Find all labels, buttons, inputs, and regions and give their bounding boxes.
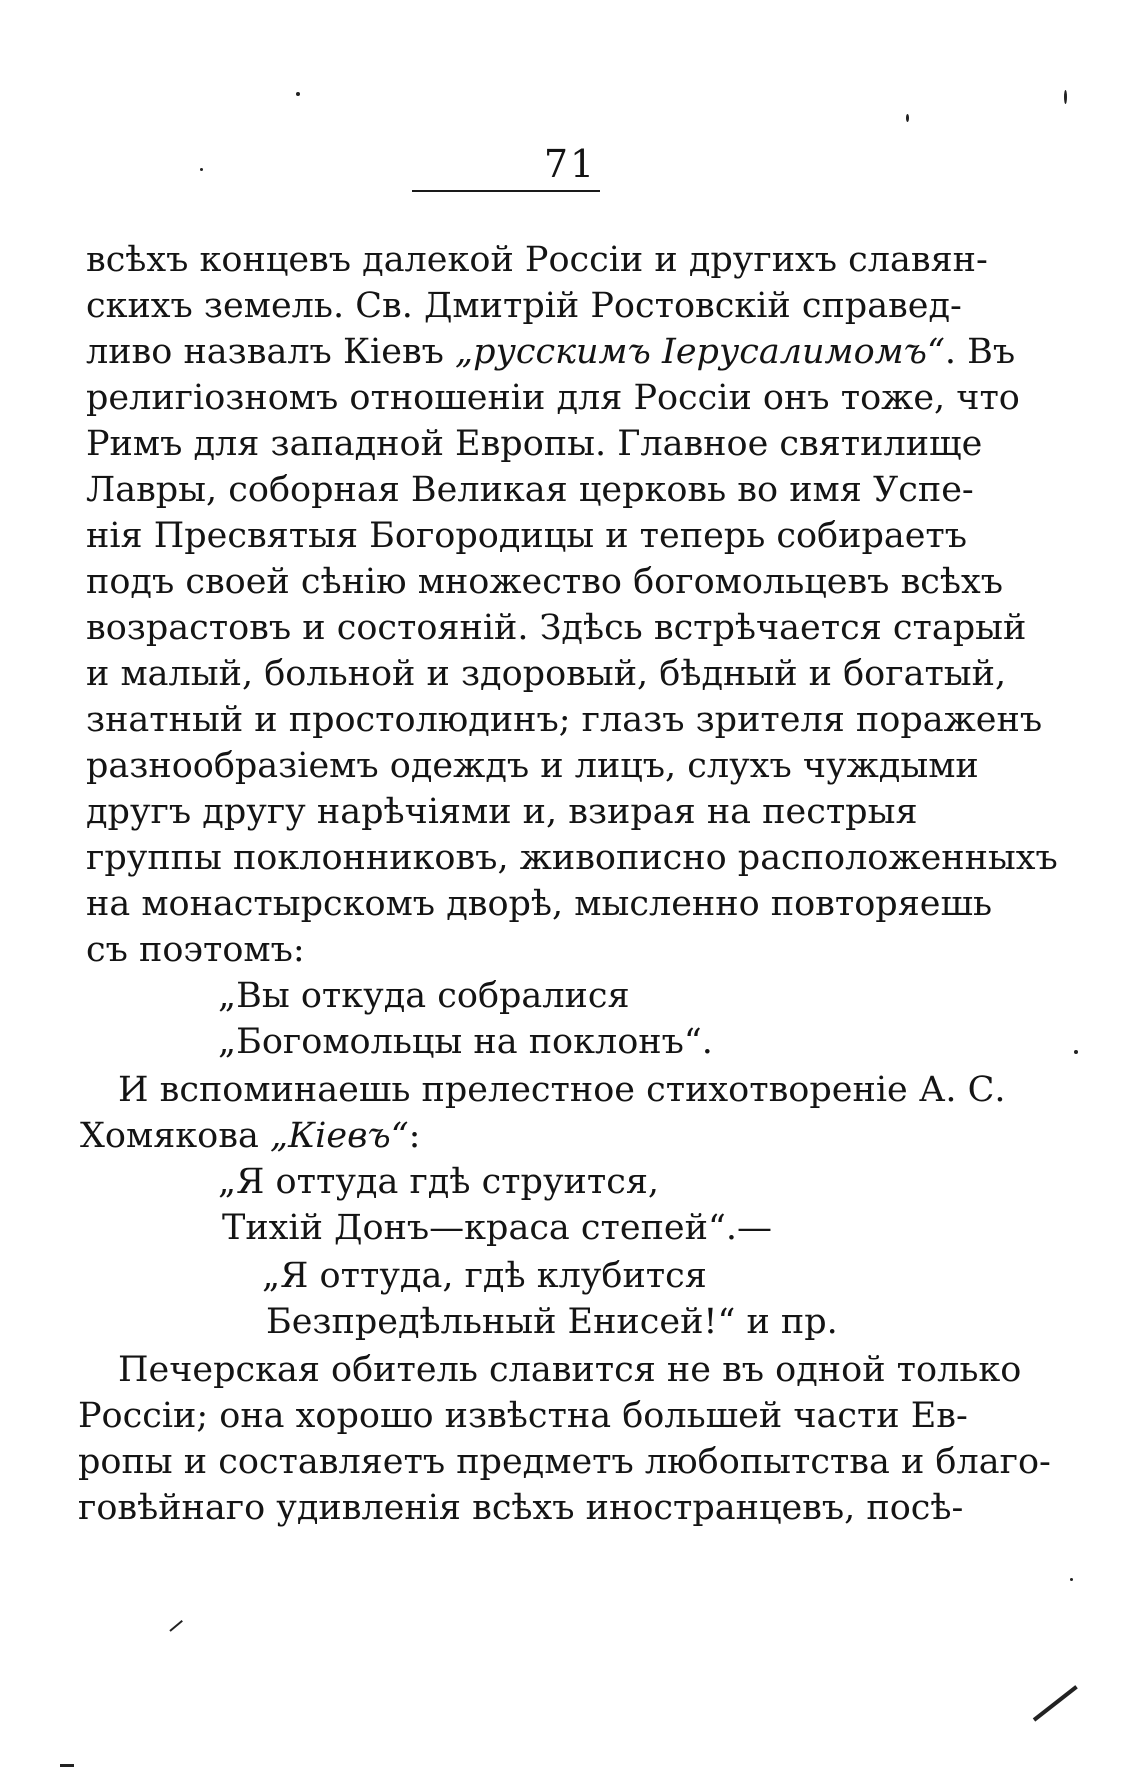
- text-line: скихъ земель. Св. Дмитрій Ростовскій справед-: [86, 286, 962, 326]
- quoted-italic-title: „Кіевъ“: [269, 1116, 409, 1156]
- text-segment: :: [408, 1116, 421, 1156]
- verse-line: „Я оттуда гдѣ струится,: [218, 1162, 660, 1202]
- scan-speck: [1074, 1050, 1078, 1054]
- text-line: [86, 330, 1016, 374]
- text-line: и малый, больной и здоровый, бѣдный и богатый,: [86, 654, 1007, 694]
- text-line: говѣйнаго удивленія всѣхъ иностранцевъ, посѣ-: [78, 1488, 964, 1528]
- verse-line: Безпредѣльный Енисей!“ и пр.: [266, 1302, 838, 1342]
- verse-line: Тихій Донъ—краса степей“.—: [222, 1208, 772, 1248]
- text-line: Римъ для западной Европы. Главное святилище: [86, 424, 983, 464]
- quoted-italic-phrase: „русскимъ Іерусалимомъ“: [455, 332, 945, 372]
- paragraph-first-line: И вспоминаешь прелестное стихотвореніе А. С.: [118, 1070, 1006, 1110]
- text-segment: . Въ: [944, 332, 1016, 372]
- text-line: другъ другу нарѣчіями и, взирая на пестрыя: [86, 792, 918, 832]
- text-line: ропы и составляетъ предметъ любопытства и благо-: [78, 1442, 1051, 1482]
- text-line: съ поэтомъ:: [86, 930, 305, 970]
- text-segment: ливо назвалъ Кіевъ: [86, 332, 456, 372]
- scan-speck: [906, 114, 909, 122]
- scan-mark: [60, 1764, 74, 1767]
- page-number: 71: [543, 142, 597, 186]
- scan-mark: [169, 1620, 183, 1632]
- header-rule: [412, 190, 600, 192]
- text-line: Лавры, соборная Великая церковь во имя Успе-: [86, 470, 974, 510]
- text-line: подъ своей сѣнію множество богомольцевъ всѣхъ: [86, 562, 1003, 602]
- verse-line: „Богомольцы на поклонъ“.: [218, 1022, 713, 1062]
- text-line: на монастырскомъ дворѣ, мысленно повторяешь: [86, 884, 993, 924]
- text-line: возрастовъ и состояній. Здѣсь встрѣчается старый: [86, 608, 1027, 648]
- scan-speck: [200, 168, 203, 171]
- verse-line: „Я оттуда, гдѣ клубится: [262, 1256, 707, 1296]
- text-line: всѣхъ концевъ далекой Россіи и другихъ славян-: [86, 240, 988, 280]
- text-line: нія Пресвятыя Богородицы и теперь собираетъ: [86, 516, 968, 556]
- text-line: разнообразіемъ одеждъ и лицъ, слухъ чуждыми: [86, 746, 979, 786]
- scan-speck: [1064, 90, 1067, 104]
- scan-mark: [1033, 1685, 1078, 1721]
- paragraph-first-line: Печерская обитель славится не въ одной только: [118, 1350, 1022, 1390]
- scan-speck: [1070, 1578, 1073, 1581]
- text-line: знатный и простолюдинъ; глазъ зрителя пораженъ: [86, 700, 1043, 740]
- scan-speck: [296, 92, 300, 96]
- text-line: религіозномъ отношеніи для Россіи онъ тоже, что: [86, 378, 1020, 418]
- text-segment: Хомякова: [80, 1116, 270, 1156]
- verse-line: „Вы откуда собралися: [218, 976, 630, 1016]
- text-line: группы поклонниковъ, живописно расположенныхъ: [86, 838, 1058, 878]
- text-line: [80, 1114, 420, 1158]
- text-line: Россіи; она хорошо извѣстна большей части Ев-: [78, 1396, 968, 1436]
